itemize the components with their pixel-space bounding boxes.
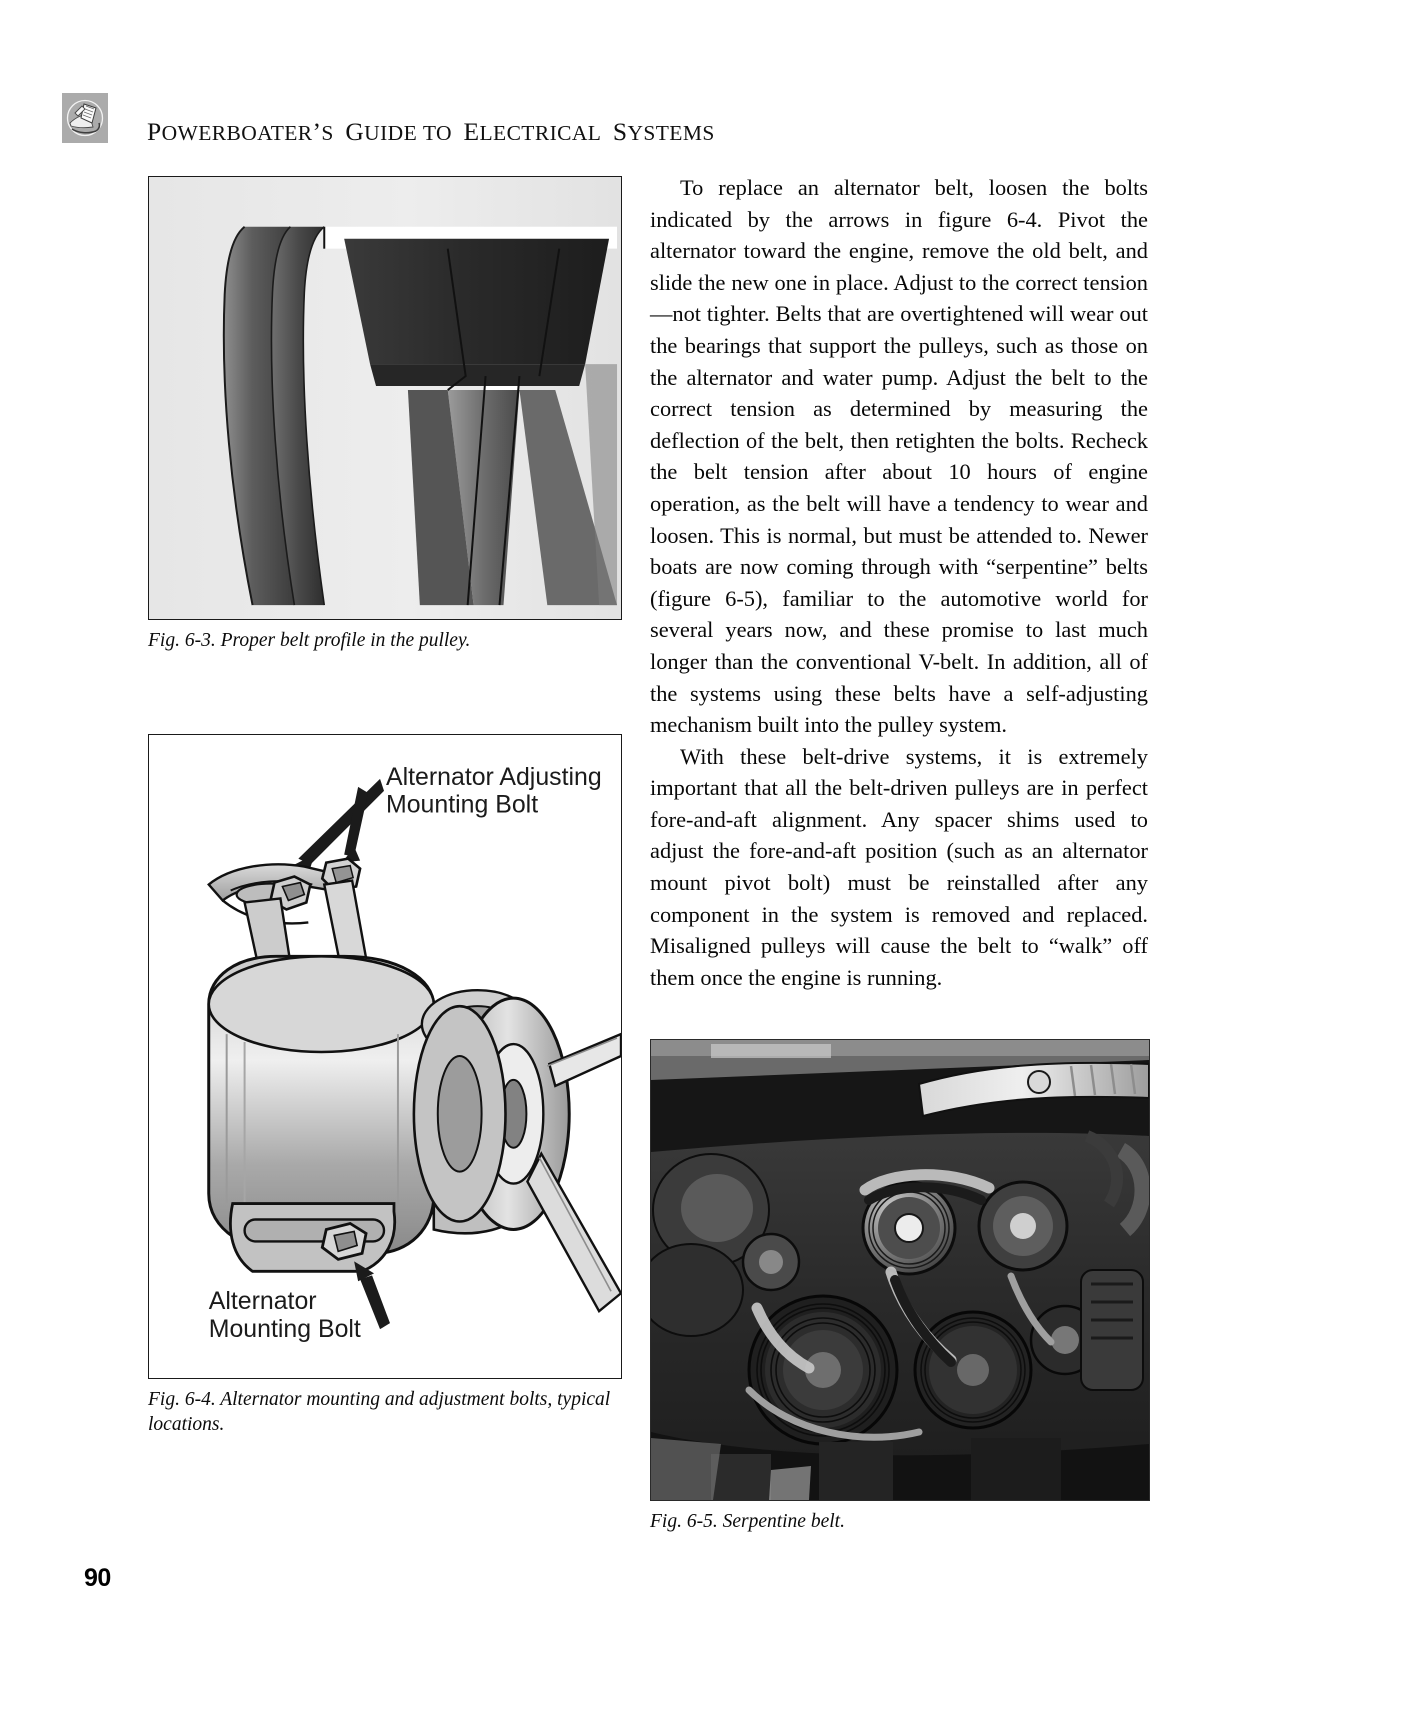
figure-6-3-caption: Fig. 6-3. Proper belt profile in the pulley. (148, 630, 471, 651)
callout-adjusting-bolt-line2: Mounting Bolt (385, 790, 539, 819)
figure-6-4-image (148, 734, 622, 1379)
figure-6-4-caption: Fig. 6-4. Alternator mounting and adjustment bolts, typical locations. (148, 1388, 611, 1435)
publisher-emblem-icon (62, 93, 108, 143)
body-paragraph-1: To replace an alternator belt, loosen the bolts indicated by the arrows in figure 6-4. Pivot the alternator toward the engine, remove the old belt, and slide the new one in place. Adjust to the correct tension—not tighter. Belts that are overtightened will wear out the bearings that support the pulleys, such as those on the alternator and water pump. Adjust the belt to the correct tension as determined by measuring the deflection of the belt, then retighten the bolts. Recheck the belt tension after about 10 hours of engine operation, as the belt will have a tendency to wear and loosen. This is normal, but must be attended to. Newer boats are now coming through with “serpentine” belts (figure 6-5), familiar to the automotive world for several years now, and these promise to last much longer than the conventional V-belt. In addition, all of the systems using these belts have a self-adjusting mechanism built into the pulley system. (650, 175, 1148, 738)
callout-mounting-bolt-line1: Alternator (208, 1287, 317, 1316)
page-number: 90 (84, 1564, 111, 1592)
right-column (650, 172, 1148, 1535)
figure-6-5-image (650, 1039, 1150, 1501)
body-paragraph-2: With these belt-drive systems, it is extremely important that all the belt-driven pulleys are in perfect fore-and-aft alignment. Any spacer shims used to adjust the fore-and-aft position (such as an alternator mount pivot bolt) must be reinstalled after any component in the system is removed and replaced. Misaligned pulleys will cause the belt to “walk” off them once the engine is running. (650, 743, 1148, 990)
left-column (148, 176, 622, 1438)
figure-6-3-image (148, 176, 622, 620)
running-head (62, 93, 1152, 151)
page-title: POWERBOATER’S GUIDE TO ELECTRICAL SYSTEMS (147, 117, 715, 146)
callout-adjusting-bolt-line1: Alternator Adjusting (385, 762, 602, 791)
figure-6-5-caption: Fig. 6-5. Serpentine belt. (650, 1511, 845, 1533)
callout-mounting-bolt-line2: Mounting Bolt (208, 1315, 361, 1344)
